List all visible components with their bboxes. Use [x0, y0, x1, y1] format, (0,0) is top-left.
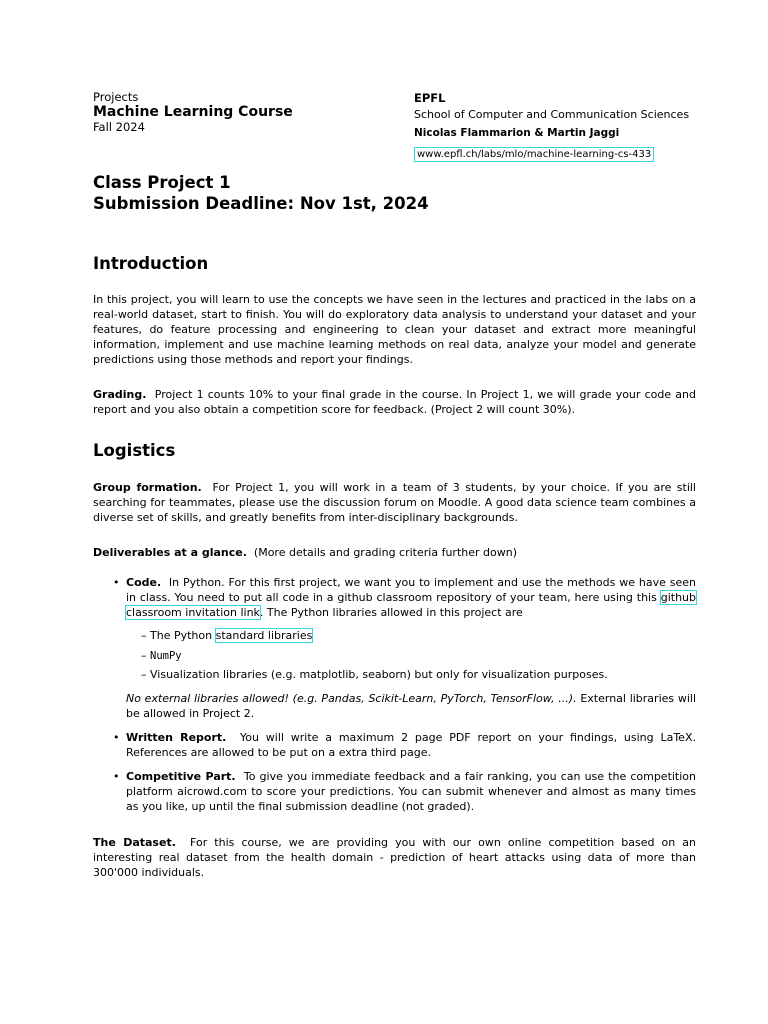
instructors: Nicolas Flammarion & Martin Jaggi — [414, 127, 620, 139]
list-item-numpy — [141, 648, 182, 664]
list-item-code — [113, 575, 696, 620]
deliverables-label: Deliverables at a glance. — [93, 546, 247, 559]
institution-name: EPFL — [414, 91, 446, 105]
term-label: Fall 2024 — [93, 120, 145, 134]
code-text: In Python. For this first project, we want you to implement and use the methods we have seen in class. You need to put all code in a github classroom repository of your team, here using this — [126, 576, 696, 604]
deliverables-paragraph — [93, 545, 696, 560]
school-name: School of Computer and Communication Sciences — [414, 108, 690, 121]
competitive-text: To give you immediate feedback and a fair ranking, you can use the competition platform aicrowd.com to score your predictions. You can submit whenever and almost as many times as you like, up until the final submission deadline (not graded). — [126, 770, 697, 813]
introduction-heading: Introduction — [93, 254, 209, 273]
institution-header — [414, 90, 689, 162]
group-formation-label: Group formation. — [93, 481, 202, 494]
numpy-label: NumPy — [150, 650, 182, 662]
visualization-text: Visualization libraries (e.g. matplotlib, seaborn) but only for visualization purposes. — [150, 668, 608, 681]
report-label: Written Report. — [126, 731, 227, 744]
dash-icon: – — [141, 629, 147, 642]
group-formation-paragraph — [93, 480, 696, 525]
deliverables-text: (More details and grading criteria further down) — [253, 546, 517, 559]
logistics-heading: Logistics — [93, 441, 176, 460]
grading-label: Grading. — [93, 388, 147, 401]
bullet-icon: • — [113, 576, 120, 589]
grading-text: Project 1 counts 10% to your final grade in the course. In Project 1, we will grade your code and report and you also obtain a competition score for feedback. (Project 2 will count 30%). — [93, 388, 697, 416]
introduction-paragraph: In this project, you will learn to use the concepts we have seen in the lectures and practiced in the labs on a real-world dataset, start to finish. You will do exploratory data analysis to understand your dataset and your features, do feature processing and engineering to clean your dataset and extract more meaningful information, implement and use machine learning methods on real data, analyze your model and generate predictions using those methods and report your findings. — [93, 293, 696, 366]
list-item-competitive-part — [113, 769, 696, 814]
code-text-after: . The Python libraries allowed in this project are — [259, 606, 523, 619]
bullet-icon: • — [113, 770, 120, 783]
course-title: Machine Learning Course — [93, 104, 293, 120]
competitive-label: Competitive Part. — [126, 770, 236, 783]
report-text: You will write a maximum 2 page PDF report on your findings, using LaTeX. References are allowed to be put on a extra third page. — [126, 731, 696, 759]
bullet-icon: • — [113, 731, 120, 744]
no-external-text: External libraries will be allowed in Project 2. — [126, 692, 697, 720]
dash-icon: – — [141, 668, 147, 681]
no-external-libraries-note — [126, 691, 696, 721]
projects-label: Projects — [93, 90, 139, 104]
course-header — [93, 90, 293, 134]
dataset-text: For this course, we are providing you with our own online competition based on an interesting real dataset from the health domain - prediction of heart attacks using data of more than 300'000 individuals. — [93, 836, 696, 879]
list-item-visualization — [141, 667, 608, 682]
page-title — [93, 172, 429, 214]
standard-libraries-link[interactable]: standard libraries — [215, 629, 313, 642]
dash-icon: – — [141, 649, 147, 662]
code-label: Code. — [126, 576, 162, 589]
list-item-written-report — [113, 730, 696, 760]
github-classroom-link[interactable]: github classroom invitation link — [126, 591, 696, 619]
dataset-label: The Dataset. — [93, 836, 176, 849]
sub-item-prefix: The Python — [150, 629, 213, 642]
grading-paragraph — [93, 387, 696, 417]
course-url-link[interactable]: www.epfl.ch/labs/mlo/machine-learning-cs-433 — [414, 147, 654, 162]
no-external-italic: No external libraries allowed! (e.g. Pandas, Scikit-Learn, PyTorch, TensorFlow, ...). — [126, 692, 577, 705]
group-formation-text: For Project 1, you will work in a team of 3 students, by your choice. If you are still searching for teammates, please use the discussion forum on Moodle. A good data science team combines a diverse set of skills, and greatly benefits from inter-disciplinary backgrounds. — [93, 481, 696, 524]
title-line-1: Class Project 1 — [93, 173, 231, 192]
title-line-2: Submission Deadline: Nov 1st, 2024 — [93, 194, 429, 213]
list-item-standard-libraries — [141, 628, 312, 643]
dataset-paragraph — [93, 835, 696, 880]
